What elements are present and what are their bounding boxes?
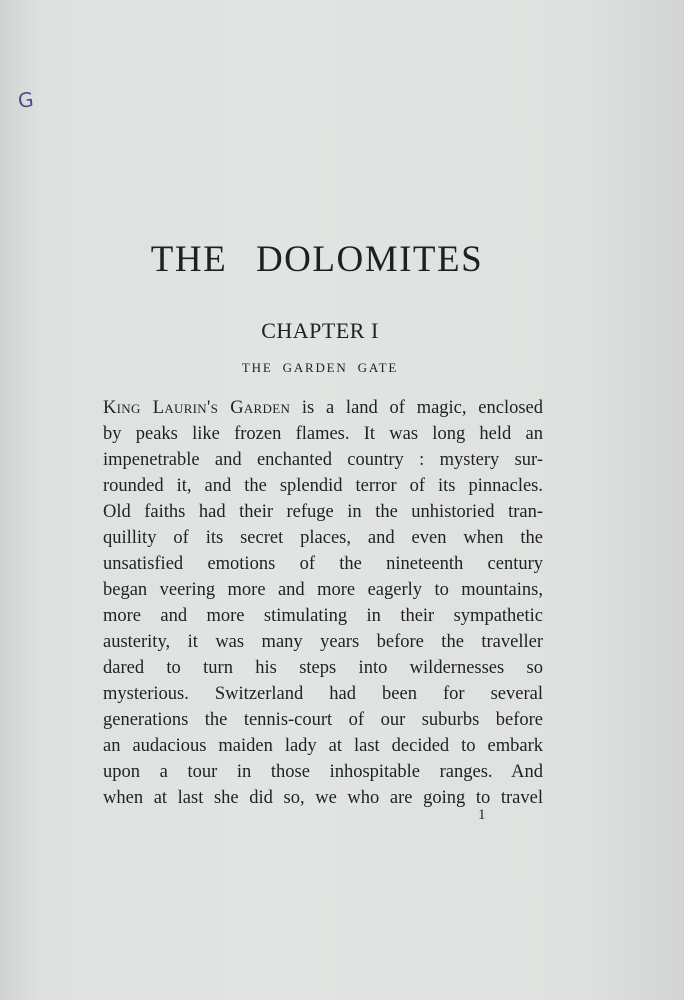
body-text (103, 395, 543, 811)
text-line: more and more stimulating in their sympathetic (103, 606, 543, 626)
text-line: austerity, it was many years before the traveller (103, 632, 543, 652)
chapter-subtitle: THE GARDEN GATE (241, 360, 399, 375)
text-line: when at last she did so, we who are going to travel (103, 788, 543, 808)
text-line: an audacious maiden lady at last decided to embark (103, 736, 543, 756)
text-line: generations the tennis-court of our suburbs before (103, 710, 543, 730)
pencil-annotation: G (16, 87, 35, 113)
text-line: Old faiths had their refuge in the unhistoried tran- (103, 502, 543, 522)
text-line: upon a tour in those inhospitable ranges. And (103, 762, 543, 782)
text-line: impenetrable and enchanted country : mystery sur- (103, 450, 543, 470)
text-line: unsatisfied emotions of the nineteenth century (103, 554, 543, 574)
text-line: by peaks like frozen flames. It was long held an (103, 424, 543, 444)
chapter-heading: CHAPTER I (261, 318, 379, 343)
text-line: mysterious. Switzerland had been for several (103, 684, 543, 704)
page-number: 1 (478, 807, 486, 823)
opening-smallcaps: King Laurin's Garden (103, 398, 291, 418)
text-line: began veering more and more eagerly to mountains, (103, 580, 543, 600)
text-line: dared to turn his steps into wildernesses so (103, 658, 543, 678)
text-line (103, 395, 543, 421)
text-line: rounded it, and the splendid terror of its pinnacles. (103, 476, 543, 496)
book-title: THE DOLOMITES (150, 239, 484, 280)
opening-rest: is a land of magic, enclosed (301, 398, 543, 418)
text-line: quillity of its secret places, and even when the (103, 528, 543, 548)
